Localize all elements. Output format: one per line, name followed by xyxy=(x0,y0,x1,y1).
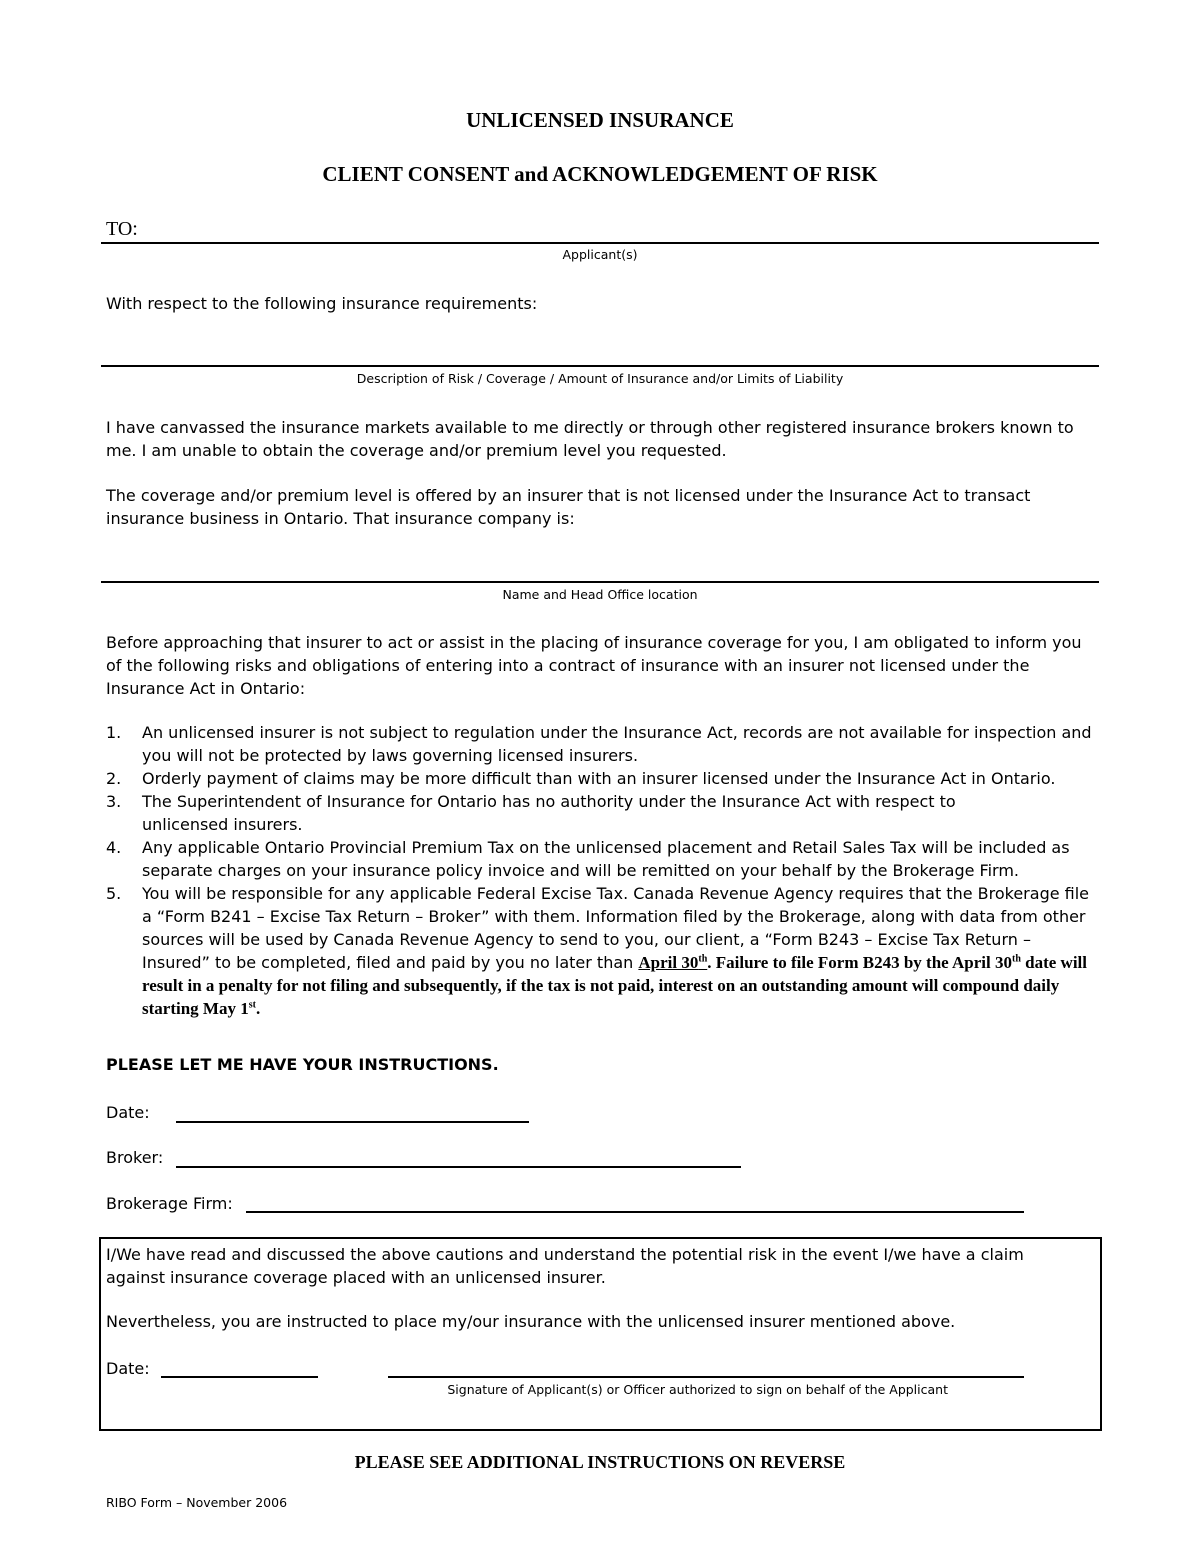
insurer-caption: Name and Head Office location xyxy=(502,587,698,602)
risk-text: Orderly payment of claims may be more difficult than with an insurer licensed under the Insurance Act in Ontario. xyxy=(142,769,1056,788)
brokerage-firm-field[interactable] xyxy=(246,1211,1024,1213)
risk-number: 4. xyxy=(106,838,122,857)
consent-acknowledgement: I/We have read and discussed the above cautions and understand the potential risk in the event I/we have a claim against insurance coverage placed with an unlicensed insurer. xyxy=(106,1245,1024,1287)
date-field[interactable] xyxy=(176,1121,529,1123)
risk-list xyxy=(106,721,1096,1022)
list-item xyxy=(106,882,1096,1022)
penalty-warning: date will result in a penalty for not filing and subsequently, if the tax is not paid, interest on an outstanding amount will compound daily starting May 1 xyxy=(142,953,1087,1018)
deadline-date: April 30 xyxy=(638,953,699,972)
applicant-caption: Applicant(s) xyxy=(562,247,638,262)
offered-paragraph: The coverage and/or premium level is offered by an insurer that is not licensed under the Insurance Act to transact insurance business in Ontario. That insurance company is: xyxy=(106,486,1031,528)
date-label: Date: xyxy=(106,1103,150,1122)
penalty-warning-start: . Failure to file Form B243 by the April 30 xyxy=(707,953,1012,972)
may-date-suffix: st xyxy=(248,999,256,1011)
requirements-intro: With respect to the following insurance requirements: xyxy=(106,294,538,313)
requirements-line[interactable] xyxy=(101,365,1099,367)
consent-date-field[interactable] xyxy=(161,1376,318,1378)
broker-label: Broker: xyxy=(106,1148,164,1167)
form-footer: RIBO Form – November 2006 xyxy=(106,1495,288,1510)
risk-text: An unlicensed insurer is not subject to regulation under the Insurance Act, records are not available for inspection and you will not be protected by laws governing licensed insurers. xyxy=(142,723,1092,765)
list-item xyxy=(106,836,1096,882)
consent-instruction: Nevertheless, you are instructed to place my/our insurance with the unlicensed insurer mentioned above. xyxy=(106,1312,956,1331)
brokerage-firm-label: Brokerage Firm: xyxy=(106,1194,233,1213)
broker-field[interactable] xyxy=(176,1166,741,1168)
risk-text: You will be responsible for any applicable Federal Excise Tax. Canada Revenue Agency requires that the Brokerage file a “Form B241 – Excise Tax Return – Broker” with them. Information filed by the Brokerage, along with data from other sources will be used by Canada Revenue Agency to send to you, our client, a “Form B243 – Excise Tax Return – Insured” to be completed, filed and paid by you no later than xyxy=(142,884,1090,972)
applicant-line[interactable] xyxy=(101,242,1099,244)
risk-number: 3. xyxy=(106,792,122,811)
risk-number: 2. xyxy=(106,769,122,788)
reverse-note: PLEASE SEE ADDITIONAL INSTRUCTIONS ON REVERSE xyxy=(354,1452,846,1472)
document-title: UNLICENSED INSURANCE xyxy=(466,108,734,132)
canvassed-paragraph: I have canvassed the insurance markets available to me directly or through other registered insurance brokers known to me. I am unable to obtain the coverage and/or premium level you requested. xyxy=(106,418,1074,460)
risk-text-excise xyxy=(142,882,1096,1020)
deadline-date-suffix: th xyxy=(698,953,708,965)
risk-number: 5. xyxy=(106,884,122,903)
risk-text: Any applicable Ontario Provincial Premium Tax on the unlicensed placement and Retail Sales Tax will be included as separate charges on your insurance policy invoice and will be remitted on your behalf by the Brokerage Firm. xyxy=(142,838,1070,880)
consent-date-label: Date: xyxy=(106,1359,150,1378)
penalty-warning-end: . xyxy=(255,999,261,1018)
instructions-heading: PLEASE LET ME HAVE YOUR INSTRUCTIONS. xyxy=(106,1055,499,1074)
risk-number: 1. xyxy=(106,723,122,742)
signature-field[interactable] xyxy=(388,1376,1024,1378)
list-item xyxy=(106,721,1096,767)
list-item xyxy=(106,767,1096,790)
obligation-paragraph: Before approaching that insurer to act or assist in the placing of insurance coverage for you, I am obligated to inform you of the following risks and obligations of entering into a contract of insurance with an insurer not licensed under the Insurance Act in Ontario: xyxy=(106,633,1082,698)
signature-caption: Signature of Applicant(s) or Officer authorized to sign on behalf of the Applicant xyxy=(447,1382,948,1397)
to-label: TO: xyxy=(106,218,138,240)
penalty-date-suffix: th xyxy=(1011,953,1021,965)
risk-text: The Superintendent of Insurance for Ontario has no authority under the Insurance Act with respect to unlicensed insurers. xyxy=(142,792,956,834)
requirements-caption: Description of Risk / Coverage / Amount of Insurance and/or Limits of Liability xyxy=(356,371,844,386)
list-item xyxy=(106,790,1096,836)
document-subtitle: CLIENT CONSENT and ACKNOWLEDGEMENT OF RISK xyxy=(322,162,878,186)
insurer-line[interactable] xyxy=(101,581,1099,583)
